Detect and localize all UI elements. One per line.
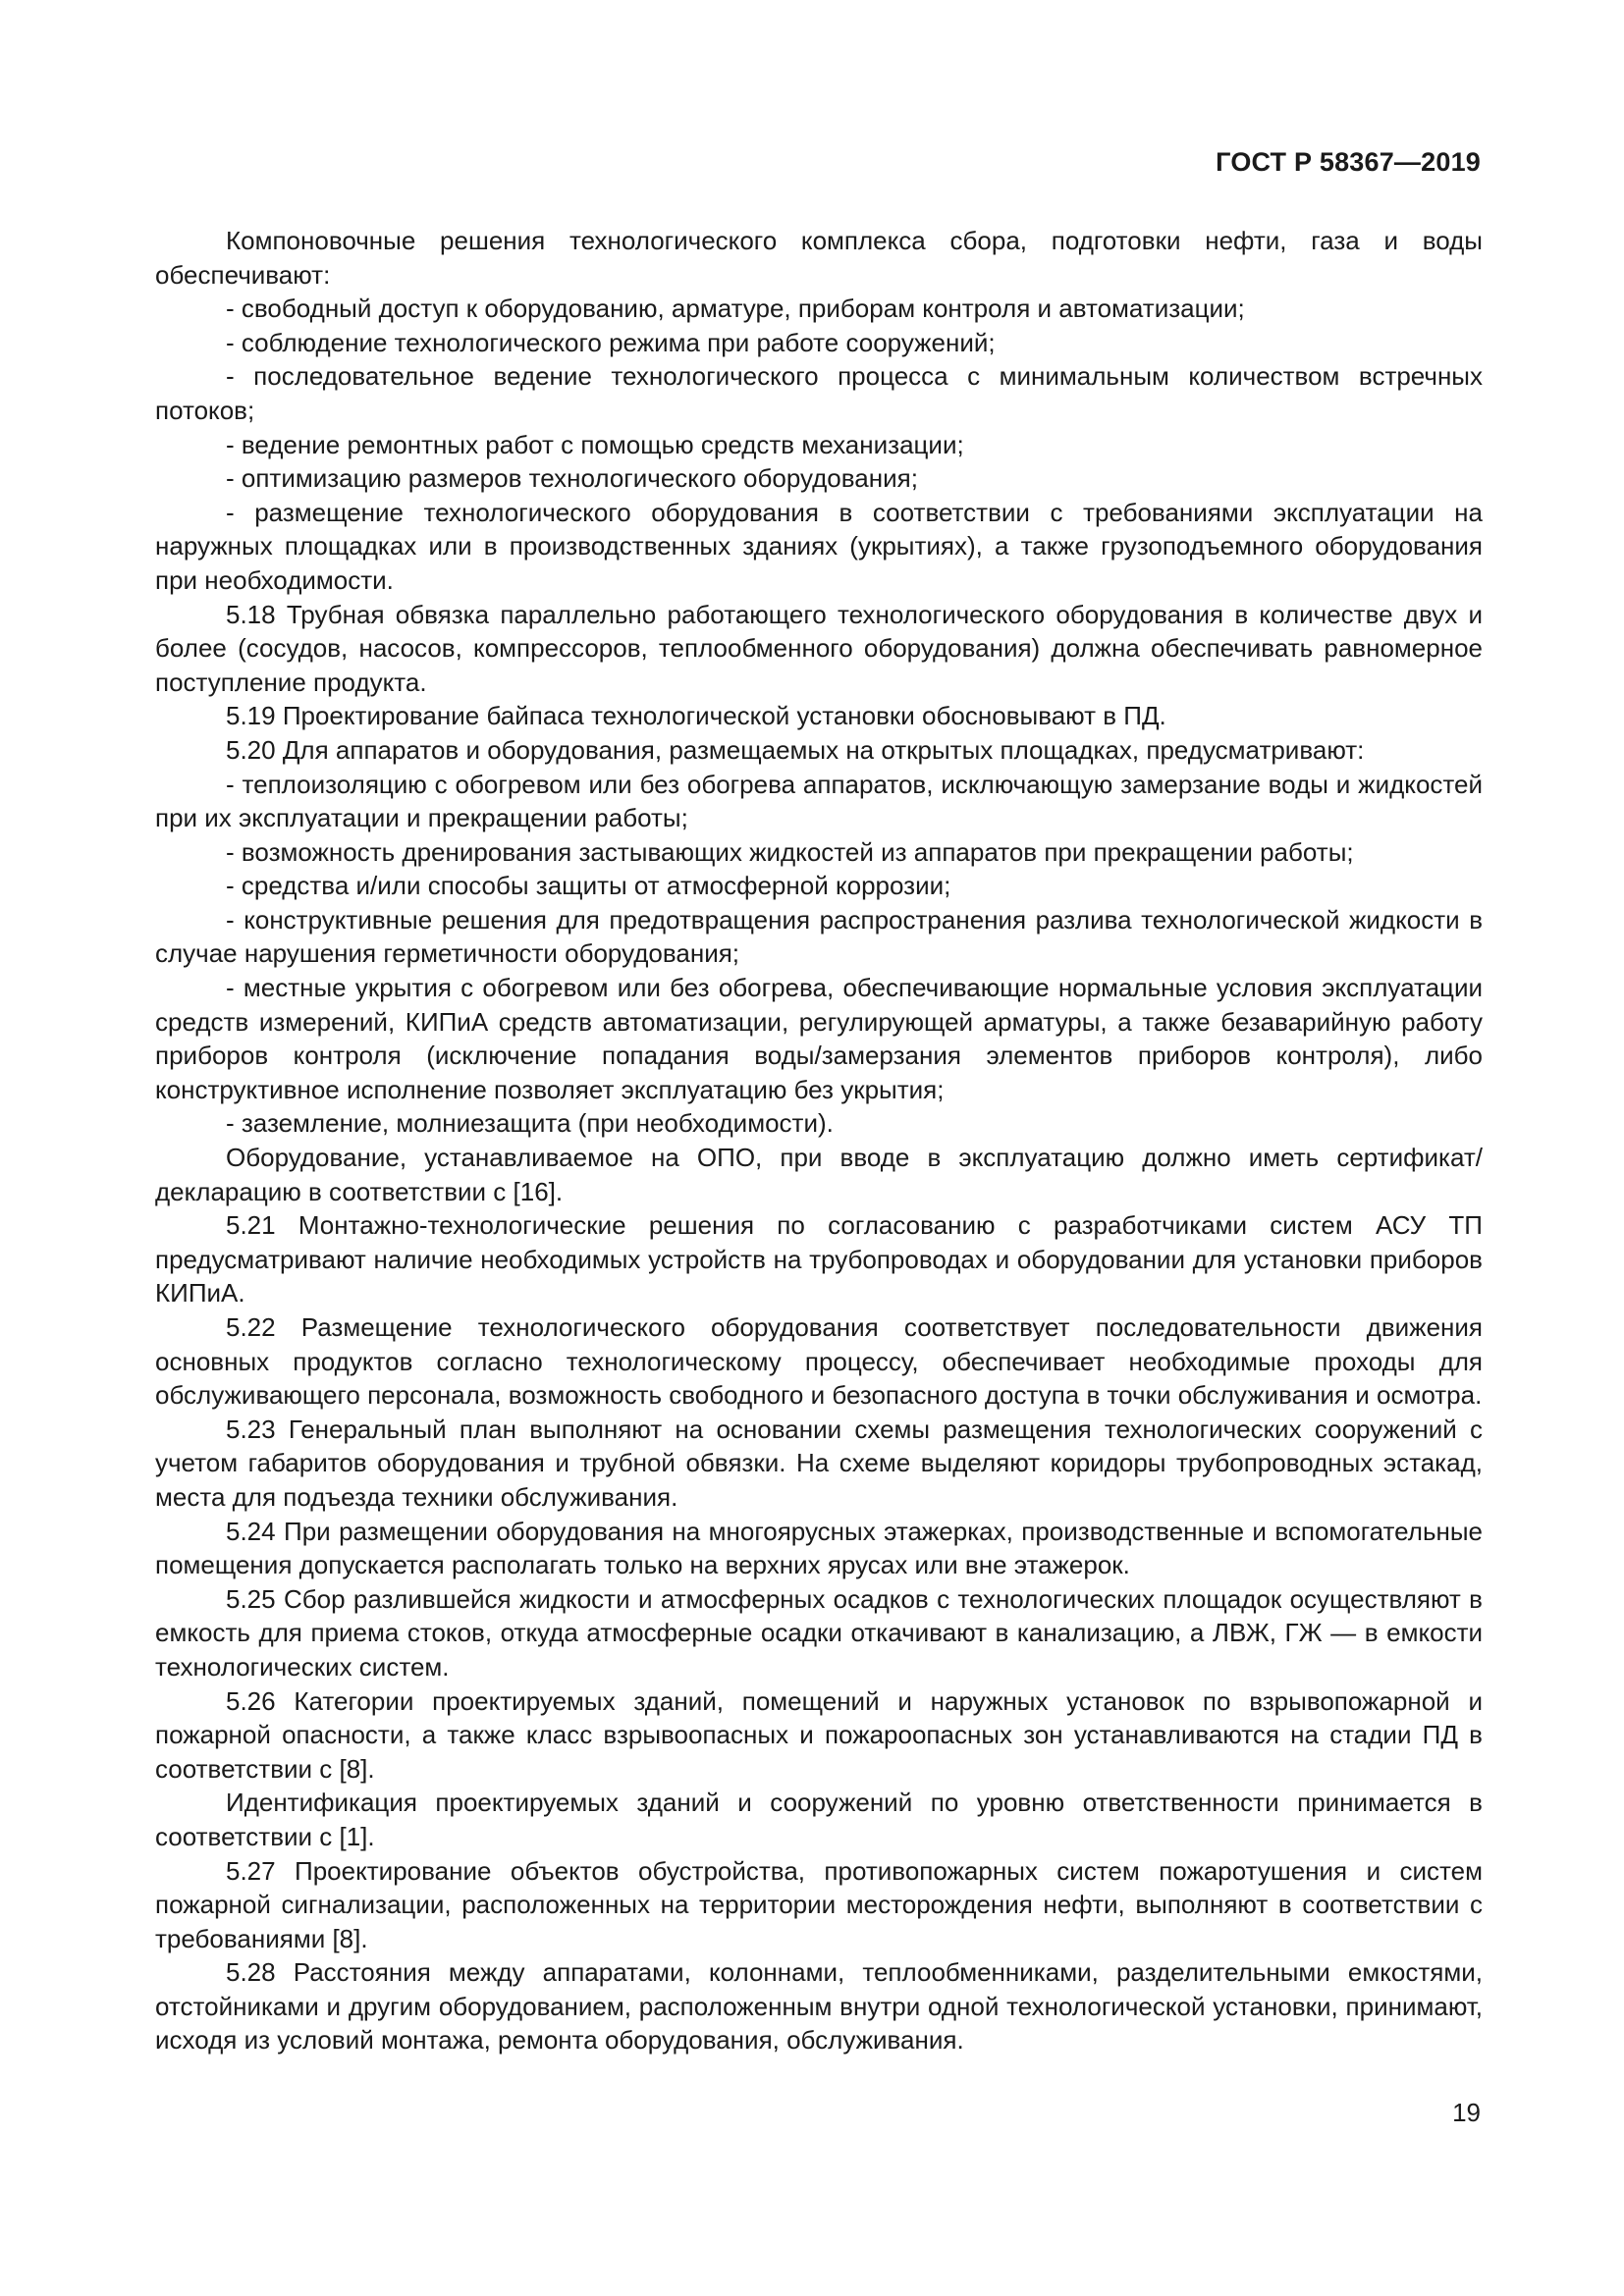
paragraph: 5.26 Категории проектируемых зданий, помещений и наружных установок по взрывопожарной и пожарной опасности, а также класс взрывоопасных и пожароопасных зон устанавливаются на стадии ПД в соответствии с [8].: [155, 1685, 1483, 1784]
paragraph: 5.21 Монтажно-технологические решения по согласованию с разработчиками систем АСУ ТП предусматривают наличие необходимых устройств на трубопроводах и оборудовании для установки приборов КИПиА.: [155, 1210, 1483, 1308]
paragraph: 5.22 Размещение технологического оборудования соответствует последовательности движения основных продуктов согласно технологическому процессу, обеспечивает необходимые проходы для обслуживающего персонала, возможность свободного и безопасного доступа в точки обслуживания и осмотра.: [155, 1312, 1483, 1411]
document-body: [155, 224, 1483, 2057]
paragraph: - свободный доступ к оборудованию, арматуре, приборам контроля и автоматизации;: [226, 294, 1245, 324]
paragraph: 5.24 При размещении оборудования на многоярусных этажерках, производственные и вспомогательные помещения допускается располагать только на верхних ярусах или вне этажерок.: [155, 1516, 1483, 1580]
paragraph: - размещение технологического оборудования в соответствии с требованиями эксплуатации на наружных площадках или в производственных зданиях (укрытиях), а также грузоподъемного оборудования при необходимости.: [155, 497, 1483, 595]
paragraph: 5.19 Проектирование байпаса технологической установки обосновывают в ПД.: [226, 701, 1166, 731]
paragraph: - конструктивные решения для предотвращения распространения разлива технологической жидкости в случае нарушения герметичности оборудования;: [155, 904, 1483, 969]
paragraph: - последовательное ведение технологического процесса с минимальным количеством встречных потоков;: [155, 361, 1483, 425]
paragraph: 5.20 Для аппаратов и оборудования, размещаемых на открытых площадках, предусматривают:: [226, 734, 1365, 765]
paragraph: Компоновочные решения технологического комплекса сбора, подготовки нефти, газа и воды обеспечивают:: [155, 226, 1483, 290]
paragraph: - соблюдение технологического режима при работе сооружений;: [226, 327, 996, 357]
paragraph: 5.18 Трубная обвязка параллельно работающего технологического оборудования в количестве двух и более (сосудов, насосов, компрессоров, теплообменного оборудования) должна обеспечивать равномерное поступление продукта.: [155, 599, 1483, 697]
paragraph: - средства и/или способы защиты от атмосферной коррозии;: [226, 871, 951, 901]
paragraph: - возможность дренирования застывающих жидкостей из аппаратов при прекращении работы;: [226, 836, 1354, 867]
paragraph: - заземление, молниезащита (при необходимости).: [226, 1108, 834, 1139]
document-code-header: ГОСТ Р 58367—2019: [1216, 147, 1481, 177]
paragraph: Идентификация проектируемых зданий и сооружений по уровню ответственности принимается в соответствии с [1].: [155, 1788, 1483, 1851]
paragraph: Оборудование, устанавливаемое на ОПО, при вводе в эксплуатацию должно иметь сертификат/декларацию в соответствии с [16].: [155, 1143, 1483, 1206]
paragraph: - теплоизоляцию с обогревом или без обогрева аппаратов, исключающую замерзание воды и жидкостей при их эксплуатации и прекращении работы;: [155, 769, 1483, 833]
paragraph: - местные укрытия с обогревом или без обогрева, обеспечивающие нормальные условия эксплуатации средств измерений, КИПиА средств автоматизации, регулирующей арматуры, а также безаварийную работу приборов контроля (исключение попадания воды/замерзания элементов приборов контроля), либо конструктивное исполнение позволяет эксплуатацию без укрытия;: [155, 973, 1483, 1104]
paragraph: 5.23 Генеральный план выполняют на основании схемы размещения технологических сооружений с учетом габаритов оборудования и трубной обвязки. На схеме выделяют коридоры трубопроводных эстакад, места для подъезда техники обслуживания.: [155, 1414, 1483, 1512]
page-number: 19: [1452, 2098, 1481, 2127]
paragraph: 5.28 Расстояния между аппаратами, колоннами, теплообменниками, разделительными емкостями, отстойниками и другим оборудованием, расположенным внутри одной технологической установки, принимают, исходя из условий монтажа, ремонта оборудования, обслуживания.: [155, 1957, 1483, 2056]
paragraph: 5.27 Проектирование объектов обустройства, противопожарных систем пожаротушения и систем пожарной сигнализации, расположенных на территории месторождения нефти, выполняют в соответствии с требованиями [8].: [155, 1855, 1483, 1953]
paragraph: - оптимизацию размеров технологического оборудования;: [226, 463, 918, 494]
paragraph: - ведение ремонтных работ с помощью средств механизации;: [226, 429, 964, 459]
paragraph: 5.25 Сбор разлившейся жидкости и атмосферных осадков с технологических площадок осуществляют в емкость для приема стоков, откуда атмосферные осадки откачивают в канализацию, а ЛВЖ, ГЖ — в емкости технологических систем.: [155, 1583, 1483, 1682]
